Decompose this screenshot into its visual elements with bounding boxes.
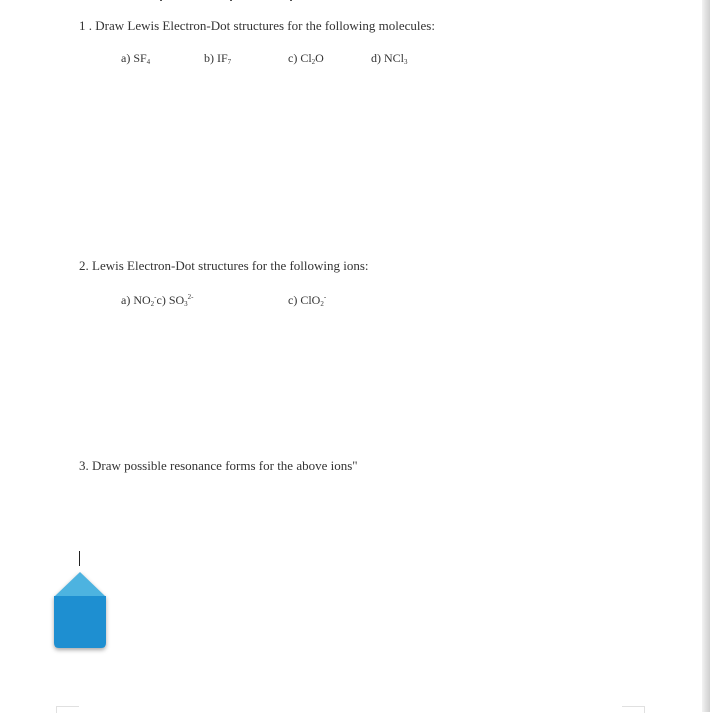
page-edge-shadow	[702, 0, 710, 712]
house-roof	[55, 572, 105, 596]
house-shape-icon[interactable]	[53, 572, 107, 650]
text-cursor-icon[interactable]	[79, 551, 80, 566]
q1-option-c: c) $Cl_2O$	[288, 51, 324, 66]
q1-option-d: d) NCl$_3$	[371, 51, 408, 66]
house-body	[54, 596, 106, 648]
question-2: 2. Lewis Electron-Dot structures for the following ions:	[79, 258, 369, 273]
q1-option-a: a) $SF_4$	[121, 51, 151, 66]
q1-option-b: b) $IF_7$	[204, 51, 232, 66]
q2-option-c: c) ClO$_2$-	[288, 293, 327, 308]
question-3: 3. Draw possible resonance forms for the above ions"	[79, 458, 358, 473]
cropped-text-remnant	[100, 0, 340, 2]
question-1: 1 . Draw Lewis Electron-Dot structures for the following molecules:	[79, 18, 435, 33]
q2-option-a: a) $NO_2^-c$) $SO_3^{2-}$	[121, 293, 194, 308]
